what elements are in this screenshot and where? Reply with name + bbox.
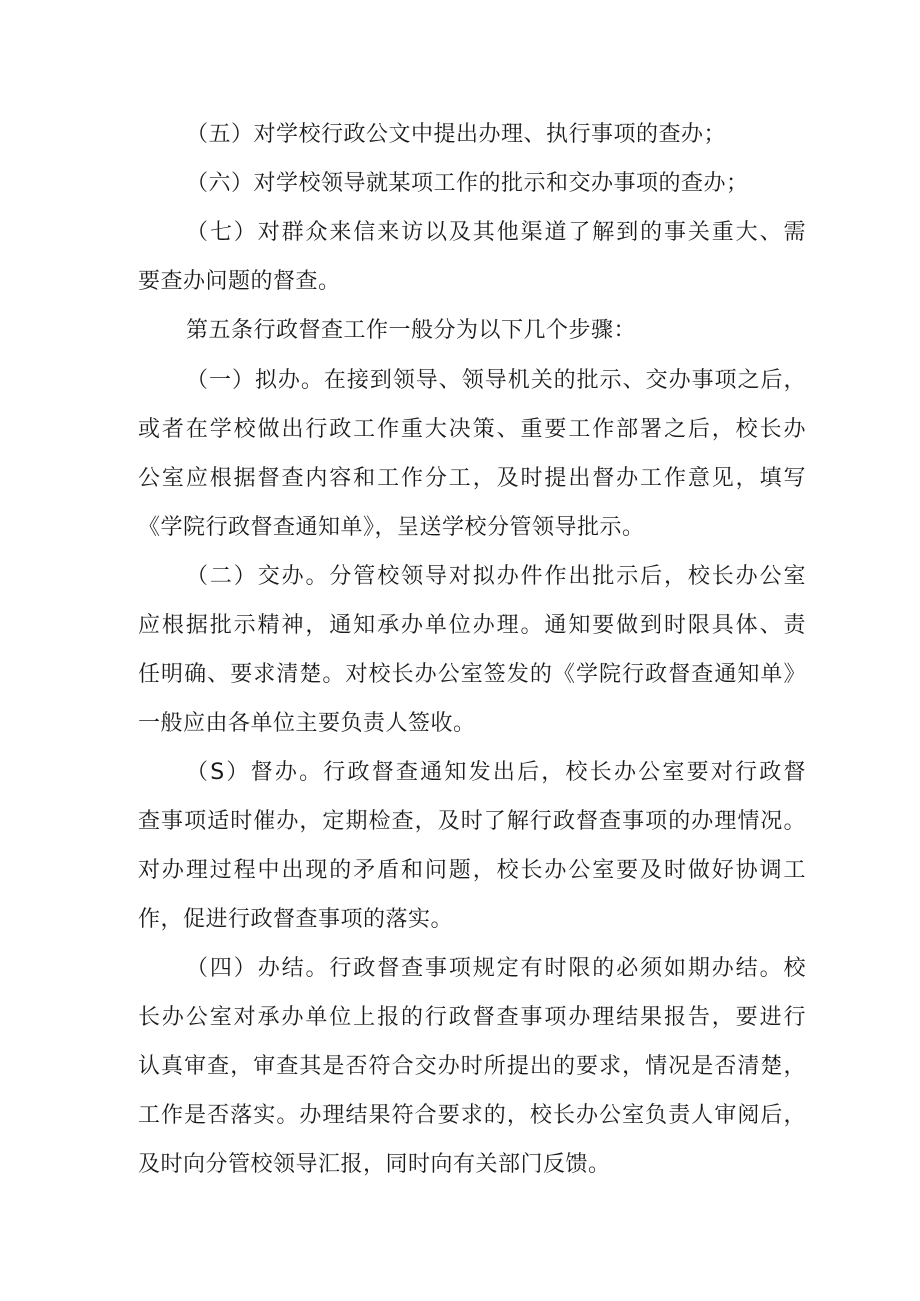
text-line: 对办理过程中出现的矛盾和问题，校长办公室要及时做好协调工 (138, 858, 806, 883)
text-line: 要查办问题的督查。 (138, 269, 341, 294)
text-line: （S）督办。行政督查通知发出后，校长办公室要对行政督 (186, 760, 806, 785)
text-line: 应根据批示精神，通知承办单位办理。通知要做到时限具体、责 (138, 613, 806, 638)
text-line: （一）拟办。在接到领导、领导机关的批示、交办事项之后， (186, 368, 806, 393)
text-line: 长办公室对承办单位上报的行政督查事项办理结果报告，要进行 (138, 1005, 806, 1030)
text-line: 查事项适时催办，定期检查，及时了解行政督查事项的办理情况。 (138, 809, 806, 834)
text-line: 《学院行政督查通知单》，呈送学校分管领导批示。 (138, 515, 645, 540)
text-line: （四）办结。行政督查事项规定有时限的必须如期办结。校 (186, 956, 806, 981)
text-line: 或者在学校做出行政工作重大决策、重要工作部署之后，校长办 (138, 417, 806, 442)
text-line: （五）对学校行政公文中提出办理、执行事项的查办； (186, 122, 727, 147)
text-line: 一般应由各单位主要负责人签收。 (138, 711, 476, 736)
text-line: 认真审查，审查其是否符合交办时所提出的要求，情况是否清楚， (138, 1054, 806, 1079)
text-line: 第五条行政督查工作一般分为以下几个步骤： (186, 318, 637, 343)
text-line: （二）交办。分管校领导对拟办件作出批示后，校长办公室 (186, 564, 806, 589)
text-line: 及时向分管校领导汇报，同时向有关部门反馈。 (138, 1152, 611, 1177)
text-line: 公室应根据督查内容和工作分工，及时提出督办工作意见，填写 (138, 466, 806, 491)
text-line: 任明确、要求清楚。对校长办公室签发的《学院行政督查通知单》 (138, 662, 806, 687)
text-line: 作，促进行政督查事项的落实。 (138, 907, 454, 932)
text-line: （六）对学校领导就某项工作的批示和交办事项的查办； (186, 171, 749, 196)
text-line: （七）对群众来信来访以及其他渠道了解到的事关重大、需 (186, 220, 806, 245)
text-line: 工作是否落实。办理结果符合要求的，校长办公室负责人审阅后， (138, 1103, 806, 1128)
